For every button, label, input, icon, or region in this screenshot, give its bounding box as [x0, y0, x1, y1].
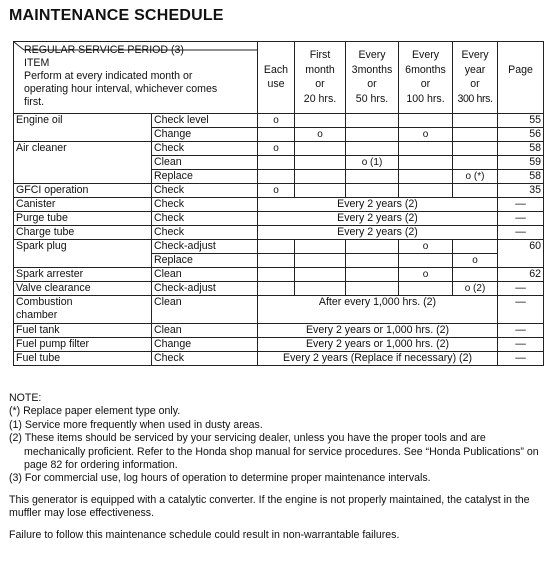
header-col-label: or: [367, 78, 377, 90]
header-col-page: [498, 42, 544, 114]
item-continuation: [14, 156, 152, 170]
header-item: ITEM: [24, 57, 50, 69]
table-row: [14, 324, 544, 338]
empty-cell: [399, 170, 453, 184]
notes-section: [9, 392, 547, 542]
empty-cell: [258, 128, 295, 142]
note-1: (1) Service more frequently when used in dusty areas.: [9, 418, 263, 431]
note-star: (*) Replace paper element type only.: [9, 405, 181, 418]
table-row: [14, 240, 544, 254]
header-col-label: use: [267, 78, 285, 90]
table-row: [14, 254, 544, 268]
header-instruction: Perform at every indicated month or operating hour interval, whichever comes first.: [24, 70, 218, 108]
empty-cell: [295, 114, 346, 128]
empty-cell: [346, 282, 399, 296]
table-row: [14, 128, 544, 142]
action-cell: Check: [152, 226, 258, 240]
empty-cell: [453, 240, 498, 254]
empty-cell: [295, 268, 346, 282]
empty-cell: [295, 240, 346, 254]
header-col-label: or: [315, 78, 325, 90]
item-continuation: [14, 254, 152, 268]
warranty-paragraph: Failure to follow this maintenance schedule could result in non-warrantable failures.: [9, 528, 400, 541]
empty-cell: [346, 128, 399, 142]
action-cell: Check level: [152, 114, 258, 128]
header-col-label: Every: [461, 49, 489, 61]
header-col-label: or: [470, 78, 480, 90]
mark-cell: o: [295, 128, 346, 142]
empty-cell: [346, 240, 399, 254]
item-combustion-chamber: [14, 296, 152, 324]
empty-cell: [399, 142, 453, 156]
empty-cell: [399, 254, 453, 268]
table-row: [14, 170, 544, 184]
empty-cell: [258, 282, 295, 296]
header-col-label: year: [464, 63, 486, 76]
interval-span-cell: Every 2 years (Replace if necessary) (2): [258, 352, 498, 366]
table-row: [14, 282, 544, 296]
table-row: [14, 212, 544, 226]
note-3: (3) For commercial use, log hours of operation to determine proper maintenance intervals.: [9, 472, 431, 485]
empty-cell: [295, 142, 346, 156]
table-row: [14, 338, 544, 352]
empty-cell: [295, 282, 346, 296]
header-col-3months: [346, 42, 399, 114]
item-spark-plug: Spark plug: [14, 240, 152, 254]
page-cell: —: [498, 198, 544, 212]
header-col-each-use: [258, 42, 295, 114]
empty-cell: [295, 184, 346, 198]
header-col-label: month: [305, 63, 335, 76]
empty-cell: [399, 282, 453, 296]
empty-cell: [258, 268, 295, 282]
item-valve-clearance: Valve clearance: [14, 282, 152, 296]
mark-note-cell: o (*): [453, 170, 498, 184]
page-cell: —: [498, 212, 544, 226]
page-cell: 62: [498, 268, 544, 282]
mark-cell: o: [258, 142, 295, 156]
mark-note-cell: o (1): [346, 156, 399, 170]
page-cell: 56: [498, 128, 544, 142]
header-page-label: Page: [508, 63, 533, 76]
item-purge-tube: Purge tube: [14, 212, 152, 226]
page-cell: 58: [498, 142, 544, 156]
table-row: [14, 156, 544, 170]
item-label-line: chamber: [16, 309, 58, 321]
maintenance-table: [13, 41, 544, 366]
header-col-first-month: [295, 42, 346, 114]
item-fuel-tank: Fuel tank: [14, 324, 152, 338]
table-row: [14, 184, 544, 198]
header-col-label: Each: [263, 63, 289, 76]
page-cell: 59: [498, 156, 544, 170]
item-spark-arrester: Spark arrester: [14, 268, 152, 282]
table-row: [14, 226, 544, 240]
mark-cell: o: [453, 254, 498, 268]
action-cell: Check-adjust: [152, 282, 258, 296]
item-continuation: [14, 170, 152, 184]
empty-cell: [258, 240, 295, 254]
page-cell: 58: [498, 170, 544, 184]
mark-note-cell: o (2): [453, 282, 498, 296]
page-cell: —: [498, 296, 544, 324]
interval-span-cell: Every 2 years (2): [258, 212, 498, 226]
table-row: [14, 198, 544, 212]
action-cell: Change: [152, 338, 258, 352]
page-cell: —: [498, 226, 544, 240]
page-cell: —: [498, 352, 544, 366]
table-header-row: [14, 42, 544, 114]
mark-cell: o: [258, 114, 295, 128]
header-col-label: 50 hrs.: [355, 92, 389, 105]
empty-cell: [453, 142, 498, 156]
empty-cell: [346, 184, 399, 198]
empty-cell: [295, 156, 346, 170]
empty-cell: [295, 170, 346, 184]
header-col-label: 20 hrs.: [303, 92, 337, 105]
action-cell: Replace: [152, 254, 258, 268]
header-col-label: 3months: [351, 63, 393, 76]
action-cell: Check: [152, 198, 258, 212]
empty-cell: [258, 254, 295, 268]
interval-span-cell: Every 2 years (2): [258, 226, 498, 240]
item-air-cleaner: Air cleaner: [14, 142, 152, 156]
empty-cell: [295, 254, 346, 268]
page-cell: —: [498, 338, 544, 352]
action-cell: Check: [152, 352, 258, 366]
header-col-label: 300 hrs.: [457, 92, 493, 105]
interval-span-cell: Every 2 years or 1,000 hrs. (2): [258, 324, 498, 338]
empty-cell: [453, 268, 498, 282]
page-cell: 35: [498, 184, 544, 198]
action-cell: Clean: [152, 268, 258, 282]
empty-cell: [346, 142, 399, 156]
table-row: [14, 352, 544, 366]
table-row: [14, 296, 544, 324]
action-cell: Change: [152, 128, 258, 142]
item-canister: Canister: [14, 198, 152, 212]
item-charge-tube: Charge tube: [14, 226, 152, 240]
table-row: [14, 268, 544, 282]
header-col-label: First: [309, 49, 331, 61]
action-cell: Check: [152, 184, 258, 198]
header-col-6months: [399, 42, 453, 114]
empty-cell: [453, 128, 498, 142]
header-col-label: 6months: [405, 63, 446, 76]
item-gfci-operation: GFCI operation: [14, 184, 152, 198]
mark-cell: o: [258, 184, 295, 198]
header-col-label: or: [420, 78, 431, 90]
catalytic-converter-paragraph: This generator is equipped with a catalytic converter. If the engine is not properly maintained, the catalyst in the muffler may lose effectiveness.: [9, 493, 530, 520]
header-col-label: 100 hrs.: [406, 92, 445, 105]
page-cell: —: [498, 282, 544, 296]
empty-cell: [399, 156, 453, 170]
mark-cell: o: [399, 128, 453, 142]
page-cell: 55: [498, 114, 544, 128]
empty-cell: [453, 114, 498, 128]
item-label-line: Combustion: [16, 296, 73, 308]
interval-span-cell: After every 1,000 hrs. (2): [258, 296, 498, 324]
empty-cell: [346, 268, 399, 282]
empty-cell: [346, 114, 399, 128]
action-cell: Clean: [152, 296, 258, 324]
notes-heading: NOTE:: [9, 392, 42, 404]
empty-cell: [399, 114, 453, 128]
empty-cell: [346, 254, 399, 268]
action-cell: Check: [152, 212, 258, 226]
table-row: [14, 114, 544, 128]
item-continuation: [14, 128, 152, 142]
page-title: MAINTENANCE SCHEDULE: [9, 7, 224, 24]
page-cell: —: [498, 324, 544, 338]
item-engine-oil: Engine oil: [14, 114, 152, 128]
header-col-year: [453, 42, 498, 114]
item-fuel-pump-filter: Fuel pump filter: [14, 338, 152, 352]
action-cell: Clean: [152, 324, 258, 338]
page-cell: 60: [498, 240, 544, 254]
empty-cell: [258, 156, 295, 170]
header-col-label: Every: [411, 49, 440, 61]
action-cell: Check: [152, 142, 258, 156]
action-cell: Replace: [152, 170, 258, 184]
header-col-label: Every: [358, 49, 386, 61]
action-cell: Clean: [152, 156, 258, 170]
empty-cell: [399, 184, 453, 198]
note-2: (2) These items should be serviced by your servicing dealer, unless you have the proper tools and are mechanically proficient. Refer to the Honda shop manual for service procedures. See “Honda Publications” on page 82 for ordering information.: [9, 432, 539, 472]
table-row: [14, 142, 544, 156]
empty-cell: [453, 156, 498, 170]
item-fuel-tube: Fuel tube: [14, 352, 152, 366]
empty-cell: [498, 254, 544, 268]
mark-cell: o: [399, 268, 453, 282]
interval-span-cell: Every 2 years or 1,000 hrs. (2): [258, 338, 498, 352]
header-period: REGULAR SERVICE PERIOD (3): [24, 44, 184, 56]
mark-cell: o: [399, 240, 453, 254]
interval-span-cell: Every 2 years (2): [258, 198, 498, 212]
action-cell: Check-adjust: [152, 240, 258, 254]
empty-cell: [346, 170, 399, 184]
header-item-cell: [14, 42, 258, 114]
empty-cell: [258, 170, 295, 184]
empty-cell: [453, 184, 498, 198]
